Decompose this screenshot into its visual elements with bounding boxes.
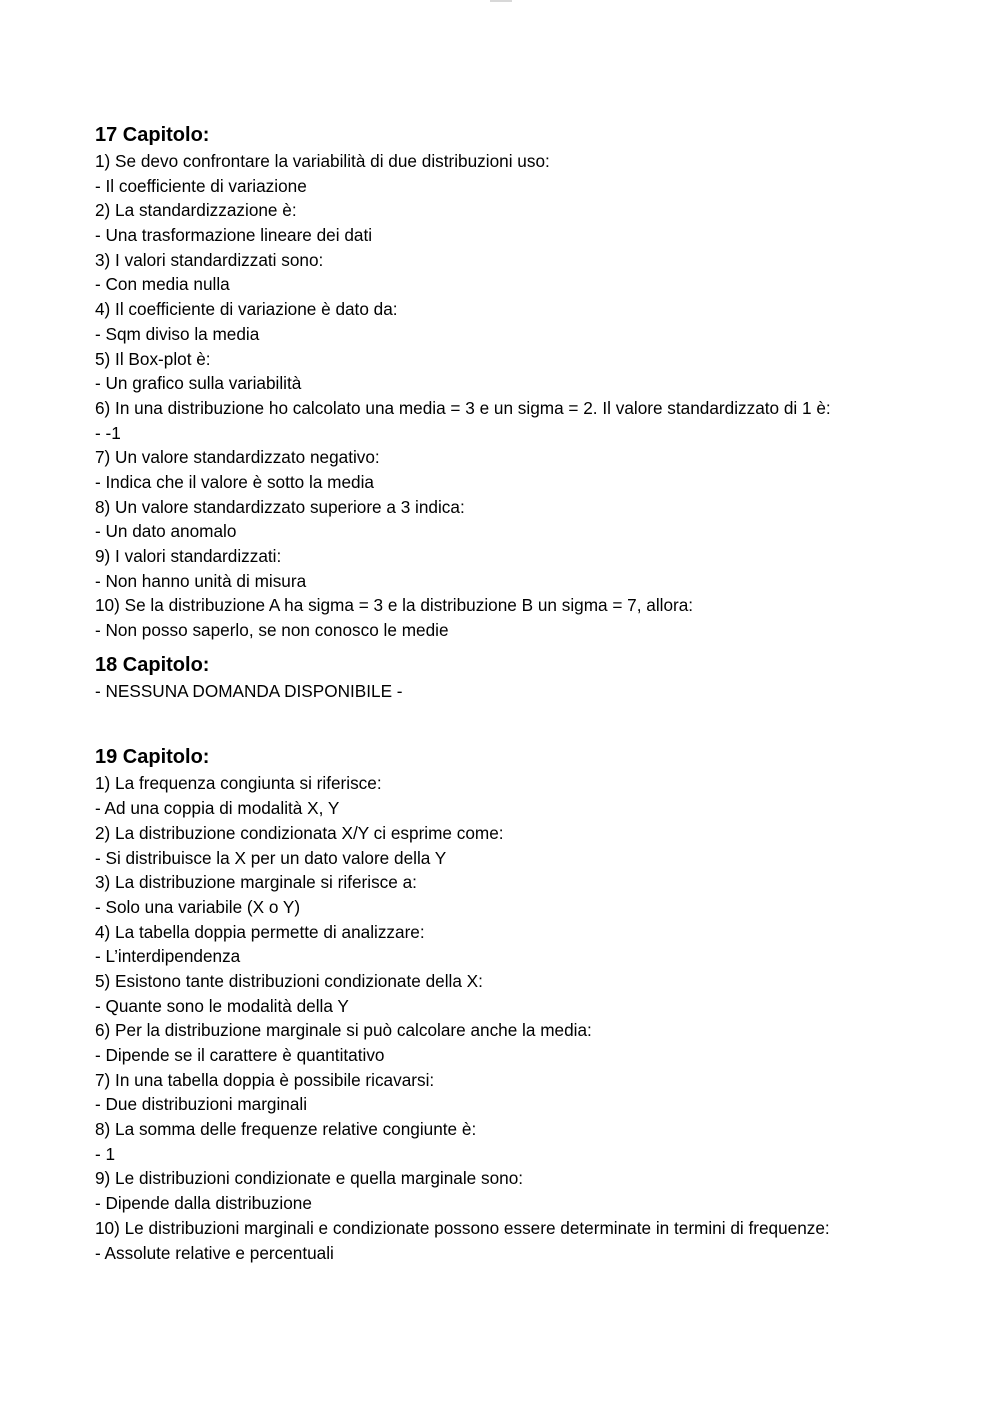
answer: - Indica che il valore è sotto la media (95, 471, 374, 492)
chapter-title: 17 Capitolo: (95, 124, 210, 146)
question: 9) I valori standardizzati: (95, 546, 282, 566)
answer: - Non hanno unità di misura (95, 570, 307, 591)
answer: - Due distribuzioni marginali (95, 1094, 308, 1115)
page-header-mark (490, 0, 512, 2)
answer: - Un dato anomalo (95, 521, 237, 542)
question: 6) In una distribuzione ho calcolato una media = 3 e un sigma = 2. Il valore standardizzato di 1 è: (95, 397, 831, 418)
answer: - Il coefficiente di variazione (95, 175, 307, 196)
question: 4) La tabella doppia permette di analizzare: (95, 921, 425, 942)
question: 6) Per la distribuzione marginale si può calcolare anche la media: (95, 1020, 592, 1041)
answer: - Solo una variabile (X o Y) (95, 896, 301, 917)
answer: - Non posso saperlo, se non conosco le medie (95, 620, 449, 641)
answer: - 1 (95, 1143, 116, 1164)
answer: - Dipende se il carattere è quantitativo (95, 1045, 385, 1065)
no-questions-notice: - NESSUNA DOMANDA DISPONIBILE - (95, 680, 403, 701)
answer: - -1 (95, 422, 121, 443)
answer: - Si distribuisce la X per un dato valore della Y (95, 847, 447, 868)
question: 4) Il coefficiente di variazione è dato da: (95, 299, 398, 320)
question: 3) I valori standardizzati sono: (95, 249, 324, 270)
question: 8) La somma delle frequenze relative congiunte è: (95, 1119, 477, 1140)
chapter-title: 18 Capitolo: (95, 653, 210, 676)
answer: - Un grafico sulla variabilità (95, 373, 302, 394)
question: 3) La distribuzione marginale si riferisce a: (95, 872, 417, 893)
answer: - Con media nulla (95, 274, 230, 295)
question: 5) Il Box-plot è: (95, 348, 211, 369)
answer: - L’interdipendenza (95, 946, 241, 967)
question: 10) Se la distribuzione A ha sigma = 3 e la distribuzione B un sigma = 7, allora: (95, 595, 694, 616)
document-content (95, 121, 955, 1265)
question: 10) Le distribuzioni marginali e condizionate possono essere determinate in termini di frequenze: (95, 1217, 830, 1238)
chapter-19 (95, 743, 955, 1265)
chapter-18 (95, 651, 955, 704)
answer: - Quante sono le modalità della Y (95, 995, 349, 1016)
question: 9) Le distribuzioni condizionate e quella marginale sono: (95, 1168, 524, 1189)
answer: - Sqm diviso la media (95, 323, 260, 344)
chapter-title: 19 Capitolo: (95, 746, 210, 769)
question: 2) La standardizzazione è: (95, 200, 297, 221)
question: 5) Esistono tante distribuzioni condizionate della X: (95, 970, 483, 991)
answer: - Dipende dalla distribuzione (95, 1193, 312, 1214)
answer: - Assolute relative e percentuali (95, 1242, 334, 1263)
question: 7) In una tabella doppia è possibile ricavarsi: (95, 1069, 435, 1090)
chapter-17 (95, 121, 955, 643)
question: 1) Se devo confrontare la variabilità di due distribuzioni uso: (95, 151, 550, 171)
question: 1) La frequenza congiunta si riferisce: (95, 773, 382, 794)
question: 7) Un valore standardizzato negativo: (95, 447, 380, 468)
answer: - Una trasformazione lineare dei dati (95, 225, 373, 246)
answer: - Ad una coppia di modalità X, Y (95, 798, 340, 819)
question: 2) La distribuzione condizionata X/Y ci esprime come: (95, 822, 504, 843)
question: 8) Un valore standardizzato superiore a 3 indica: (95, 496, 465, 517)
